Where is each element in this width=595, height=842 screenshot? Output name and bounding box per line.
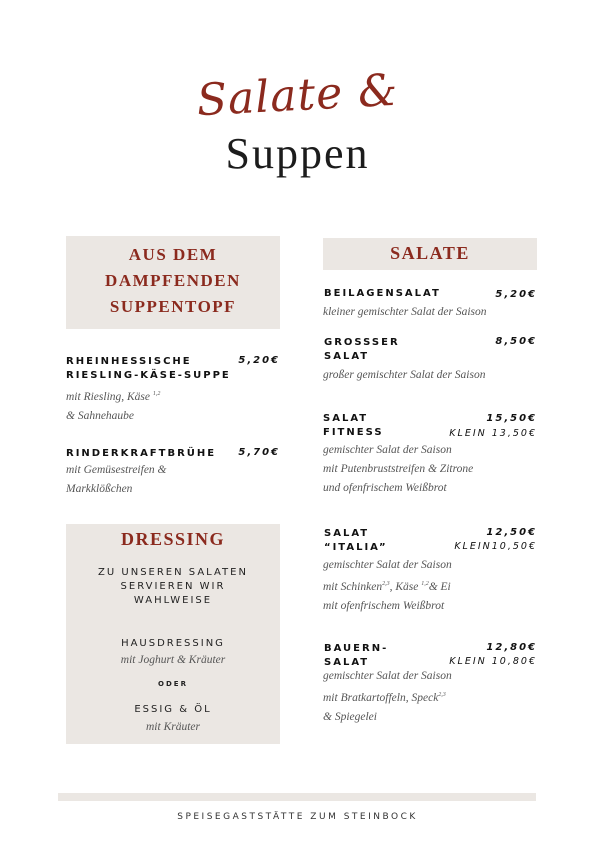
footer-divider	[58, 793, 536, 801]
item-name: SALAT	[324, 657, 370, 668]
footer-restaurant-name: SPEISEGASTSTÄTTE ZUM STEINBOCK	[177, 812, 418, 822]
item-desc: & Spiegelei	[323, 710, 377, 723]
item-desc: gemischter Salat der Saison	[323, 444, 452, 456]
salads-heading-box	[323, 238, 537, 270]
item-name: SALAT	[323, 413, 369, 424]
item-desc: gemischter Salat der Saison	[323, 670, 452, 682]
item-name: BEILAGENSALAT	[324, 288, 441, 299]
item-desc: gemischter Salat der Saison	[323, 559, 452, 571]
item-desc: großer gemischter Salat der Saison	[323, 369, 486, 381]
item-price: 5,20€	[495, 289, 537, 300]
dressing-option-desc: mit Kräuter	[146, 721, 200, 733]
page-title: Suppen	[225, 129, 370, 178]
item-price: 5,20€	[238, 355, 280, 366]
allergen-note: 1,2	[421, 581, 429, 587]
item-price: 12,50€	[486, 527, 537, 538]
title-script: Salate &	[195, 64, 400, 127]
soup-heading-line: SUPPENTOPF	[109, 297, 237, 316]
dressing-heading: DRESSING	[120, 529, 226, 549]
dressing-option-desc: mit Joghurt & Kräuter	[120, 654, 226, 666]
item-desc: und ofenfrischem Weißbrot	[323, 482, 447, 494]
item-name: “ITALIA”	[324, 542, 388, 553]
item-price-small: KLEIN10,50€	[454, 541, 537, 552]
dressing-box	[66, 524, 280, 744]
item-desc: & Ei	[428, 580, 451, 593]
dressing-option: ESSIG & ÖL	[134, 704, 212, 715]
item-desc: mit ofenfrischem Weißbrot	[323, 599, 445, 612]
item-price: 5,70€	[238, 447, 280, 458]
allergen-note: 2,3	[382, 581, 390, 587]
salads-heading: SALATE	[390, 243, 470, 263]
item-desc: mit Bratkartoffeln, Speck	[323, 691, 439, 704]
item-desc: kleiner gemischter Salat der Saison	[323, 306, 487, 318]
dressing-or: ODER	[158, 680, 188, 688]
allergen-note: 1,2	[152, 391, 161, 397]
dressing-intro: ZU UNSEREN SALATEN	[98, 567, 248, 578]
item-name: BAUERN-	[324, 643, 389, 654]
item-name: RINDERKRAFTBRÜHE	[66, 448, 217, 459]
allergen-note: 2,3	[438, 692, 446, 698]
item-desc: & Sahnehaube	[66, 409, 135, 422]
item-price-small: KLEIN 10,80€	[449, 656, 537, 667]
dressing-intro: SERVIEREN WIR	[120, 581, 226, 592]
item-name: FITNESS	[323, 427, 384, 438]
item-desc: mit Schinken	[323, 580, 383, 593]
item-name: SALAT	[324, 351, 370, 362]
item-desc: Markklößchen	[66, 483, 133, 495]
item-desc: , Käse	[389, 580, 422, 593]
item-price: 12,80€	[486, 642, 537, 653]
dressing-option: HAUSDRESSING	[121, 638, 225, 649]
soup-heading-box	[66, 236, 280, 329]
item-desc: mit Putenbruststreifen & Zitrone	[323, 463, 474, 475]
item-desc: mit Gemüsestreifen &	[66, 464, 167, 476]
item-name: GROSSSER	[324, 337, 400, 348]
item-price: 15,50€	[486, 413, 537, 424]
item-name: RIESLING-KÄSE-SUPPE	[66, 370, 231, 381]
item-price-small: KLEIN 13,50€	[449, 428, 537, 439]
item-name: RHEINHESSISCHE	[66, 356, 192, 367]
item-name: SALAT	[324, 528, 370, 539]
dressing-intro: WAHLWEISE	[133, 595, 213, 606]
item-desc: mit Riesling, Käse	[66, 390, 151, 403]
item-price: 8,50€	[495, 336, 537, 347]
soup-heading-line: AUS DEM	[128, 245, 218, 264]
soup-heading-line: DAMPFENDEN	[105, 271, 241, 290]
